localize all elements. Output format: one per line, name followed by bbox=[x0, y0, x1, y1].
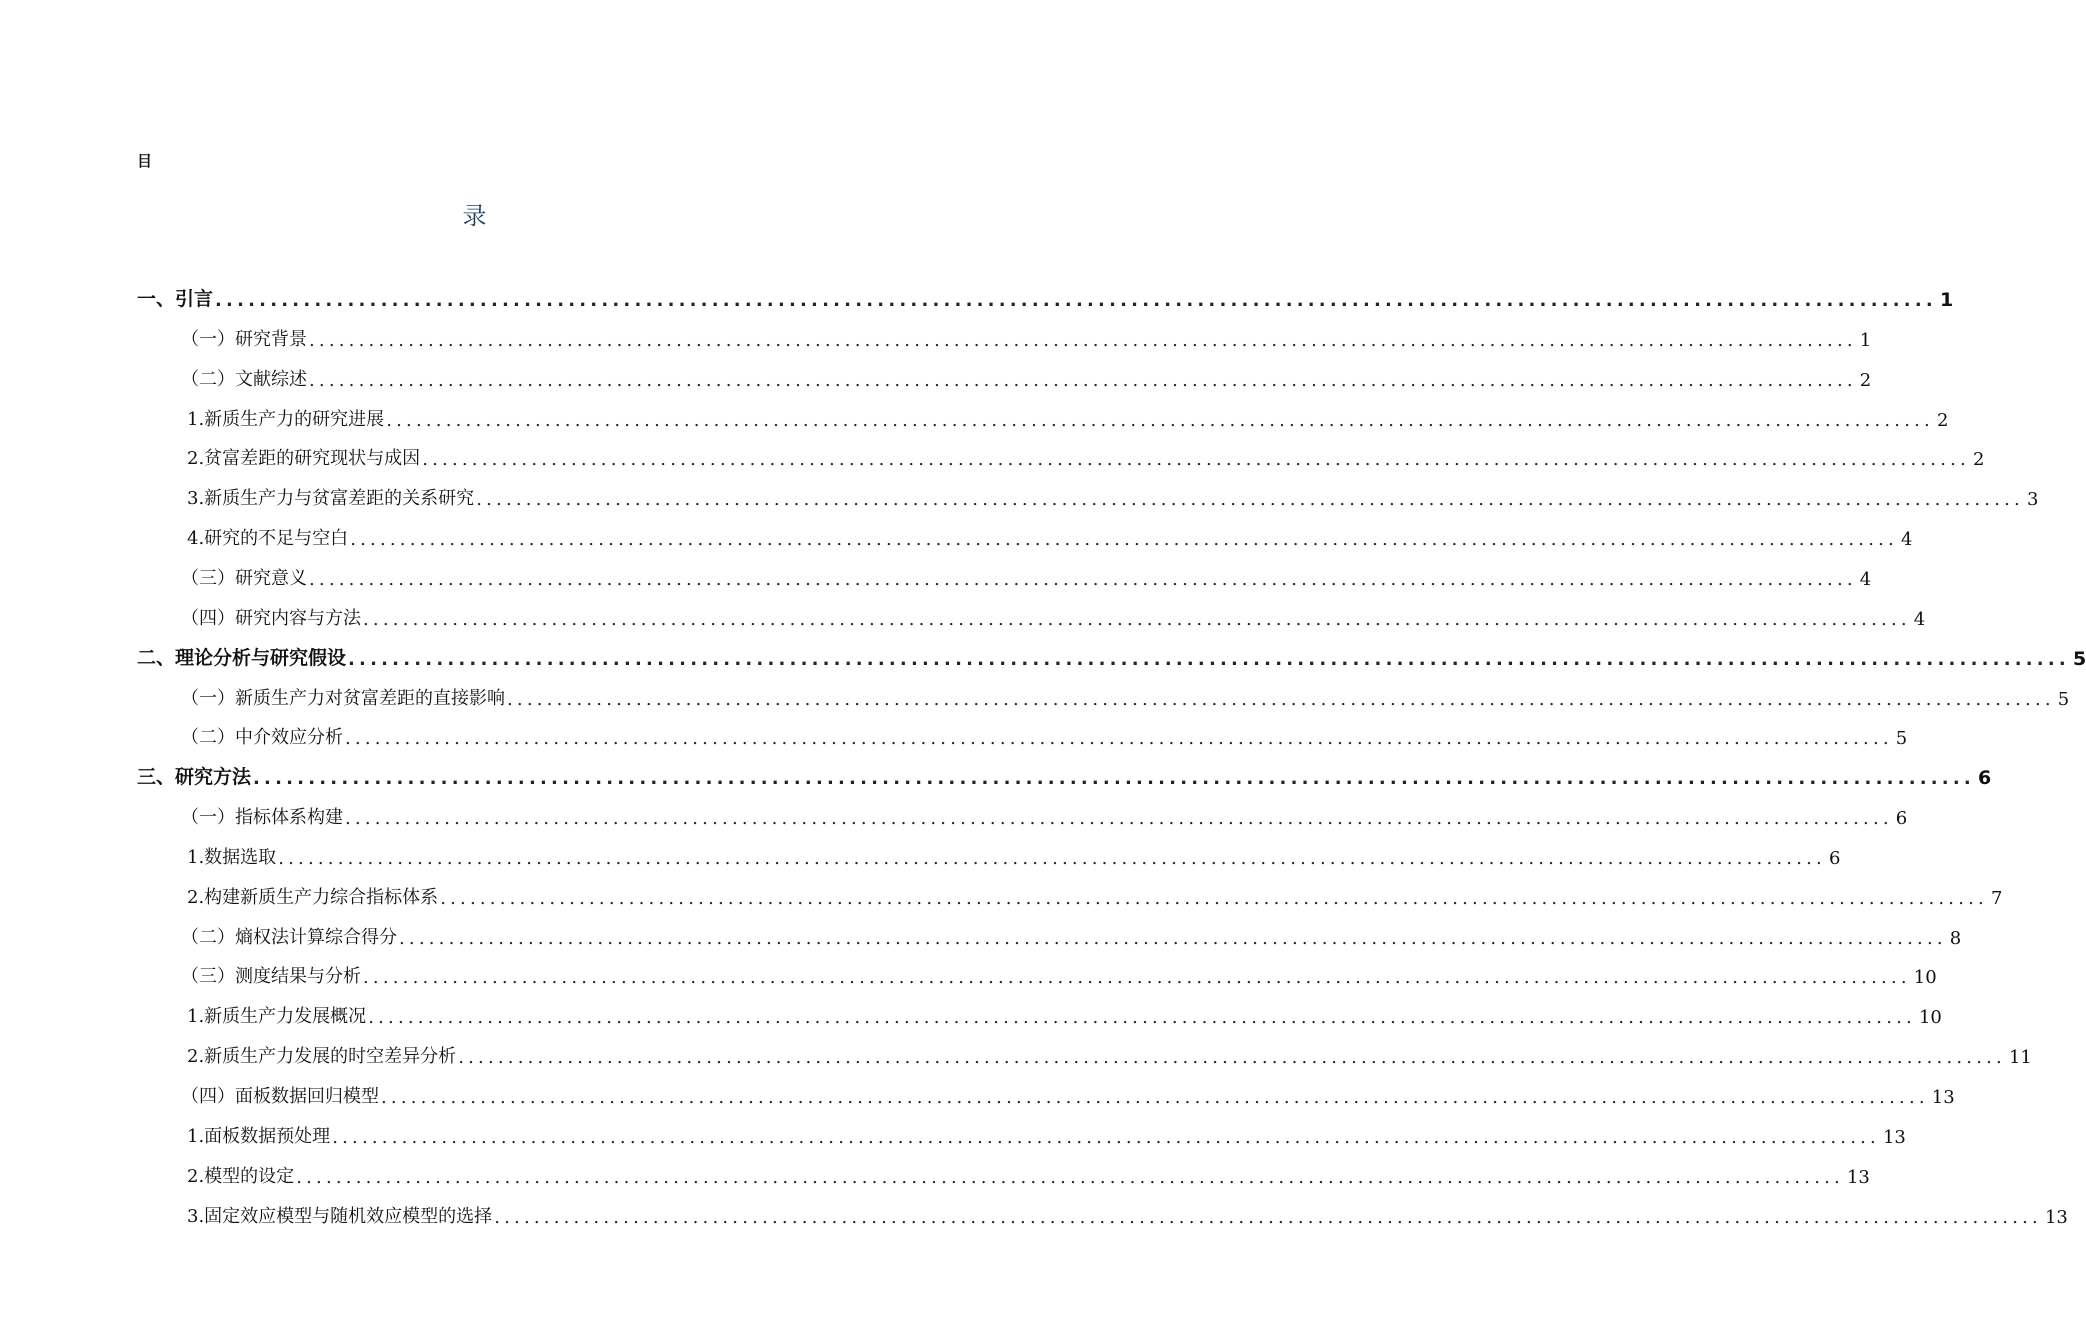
toc-entry[interactable] bbox=[181, 913, 1962, 949]
toc-page-number: 6 bbox=[1828, 847, 1841, 869]
toc-page-number: 1 bbox=[1939, 289, 1954, 311]
toc-entry-label: （二）中介效应分析 bbox=[181, 727, 343, 749]
toc-page-number: 4 bbox=[1913, 608, 1926, 630]
toc-entry-label: （二）文献综述 bbox=[181, 368, 307, 390]
toc-leader-dots: ............................................................................................................................................................ bbox=[296, 1166, 1844, 1188]
toc-entry[interactable] bbox=[181, 1072, 1955, 1108]
toc-entry[interactable] bbox=[181, 554, 1872, 590]
toc-entry-label: 2.构建新质生产力综合指标体系 bbox=[187, 886, 439, 908]
toc-page-number: 13 bbox=[2044, 1206, 2068, 1228]
toc-page-number: 13 bbox=[1882, 1126, 1906, 1148]
toc-leader-dots: ............................................................................................................................................................ bbox=[440, 887, 1988, 909]
toc-entry-label: （一）新质生产力对贫富差距的直接影响 bbox=[181, 687, 505, 709]
toc-entry[interactable] bbox=[187, 474, 2039, 511]
toc-leader-dots: ............................................................................................................................................................ bbox=[350, 529, 1898, 551]
toc-leader-dots: ............................................................................................................................................................ bbox=[309, 369, 1857, 391]
toc-entry-label: （三）研究意义 bbox=[181, 567, 307, 589]
toc-entry[interactable] bbox=[181, 594, 1926, 630]
toc-leader-dots: ............................................................................................................................................................ bbox=[215, 290, 1937, 311]
toc-entry[interactable] bbox=[187, 992, 1942, 1029]
toc-page-number: 6 bbox=[1895, 808, 1908, 830]
toc-entry-label: 2.新质生产力发展的时空差异分析 bbox=[187, 1046, 457, 1068]
toc-page-number: 13 bbox=[1846, 1166, 1870, 1188]
toc-leader-dots: ............................................................................................................................................................ bbox=[476, 489, 2024, 511]
toc-leader-dots: ............................................................................................................................................................ bbox=[363, 608, 1911, 630]
toc-entry[interactable] bbox=[187, 514, 1913, 551]
toc-page-number: 7 bbox=[1990, 887, 2003, 909]
toc-page-number: 5 bbox=[2057, 688, 2070, 710]
toc-page-number: 2 bbox=[1936, 409, 1949, 431]
toc-entry[interactable] bbox=[187, 1192, 2068, 1228]
toc-leader-dots: ............................................................................................................................................................ bbox=[507, 688, 2055, 710]
toc-entry[interactable] bbox=[181, 355, 1872, 391]
toc-entry-label: 2.模型的设定 bbox=[187, 1165, 295, 1187]
toc-entry-label: （一）研究背景 bbox=[181, 328, 307, 350]
toc-leader-dots: ............................................................................................................................................................ bbox=[363, 967, 1911, 989]
toc-page-number: 6 bbox=[1977, 767, 1992, 790]
toc-entry-label: 1.面板数据预处理 bbox=[187, 1125, 331, 1147]
toc-entry[interactable] bbox=[187, 1112, 1906, 1148]
toc-entry[interactable] bbox=[137, 634, 2086, 670]
toc-entry[interactable] bbox=[187, 395, 1949, 431]
toc-leader-dots: ............................................................................................................................................................ bbox=[458, 1047, 2006, 1069]
toc-entry-label: 一、引言 bbox=[137, 288, 214, 310]
toc-entry[interactable] bbox=[181, 315, 1872, 351]
toc-leader-dots: ............................................................................................................................................................ bbox=[399, 927, 1947, 949]
toc-entry[interactable] bbox=[181, 952, 1937, 989]
toc-page-number: 13 bbox=[1931, 1087, 1955, 1108]
toc-entry-label: 三、研究方法 bbox=[137, 766, 252, 789]
toc-page-number: 4 bbox=[1859, 568, 1872, 590]
toc-page-number: 5 bbox=[2072, 647, 2086, 670]
toc-entry-label: 2.贫富差距的研究现状与成因 bbox=[187, 448, 421, 470]
toc-heading-part2: 录 bbox=[462, 202, 488, 230]
toc-page-number: 10 bbox=[1918, 1007, 1942, 1029]
toc-leader-dots: ............................................................................................................................................................ bbox=[348, 648, 2070, 670]
toc-entry[interactable] bbox=[181, 793, 1908, 830]
toc-entry-label: 1.新质生产力的研究进展 bbox=[187, 408, 385, 430]
toc-entry[interactable] bbox=[187, 1152, 1870, 1188]
toc-leader-dots: ............................................................................................................................................................ bbox=[381, 1087, 1929, 1108]
toc-leader-dots: ............................................................................................................................................................ bbox=[345, 728, 1893, 750]
toc-page-number: 2 bbox=[1859, 369, 1872, 391]
toc-leader-dots: ............................................................................................................................................................ bbox=[332, 1126, 1880, 1148]
toc-page-number: 4 bbox=[1900, 529, 1913, 551]
toc-page-number: 11 bbox=[2008, 1047, 2032, 1069]
toc-entry-label: 二、理论分析与研究假设 bbox=[137, 646, 347, 669]
toc-leader-dots: ............................................................................................................................................................ bbox=[422, 449, 1970, 471]
toc-page-number: 3 bbox=[2026, 489, 2039, 511]
toc-entry-label: （一）指标体系构建 bbox=[181, 807, 343, 829]
toc-page-number: 10 bbox=[1913, 967, 1937, 989]
toc-entry[interactable] bbox=[187, 434, 1985, 471]
toc-entry[interactable] bbox=[181, 674, 2070, 710]
toc-entry-label: （四）研究内容与方法 bbox=[181, 607, 361, 629]
toc-entry[interactable] bbox=[137, 275, 1954, 311]
toc-leader-dots: ............................................................................................................................................................ bbox=[309, 568, 1857, 590]
toc-entry-label: （二）熵权法计算综合得分 bbox=[181, 926, 397, 948]
toc-entry[interactable] bbox=[187, 1032, 2032, 1069]
toc-leader-dots: ............................................................................................................................................................ bbox=[309, 329, 1857, 351]
toc-entry[interactable] bbox=[181, 713, 1908, 750]
toc-entry[interactable] bbox=[187, 833, 1841, 869]
toc-entry[interactable] bbox=[137, 753, 1992, 790]
toc-leader-dots: ............................................................................................................................................................ bbox=[253, 768, 1975, 790]
toc-page-number: 1 bbox=[1859, 329, 1872, 351]
toc-page-number: 2 bbox=[1972, 449, 1985, 471]
toc-leader-dots: ............................................................................................................................................................ bbox=[494, 1206, 2042, 1228]
toc-leader-dots: ............................................................................................................................................................ bbox=[278, 847, 1826, 869]
toc-page-number: 5 bbox=[1895, 728, 1908, 750]
toc-heading-part1: 目 bbox=[137, 152, 153, 170]
toc-entry-label: 4.研究的不足与空白 bbox=[187, 528, 349, 550]
toc-leader-dots: ............................................................................................................................................................ bbox=[386, 409, 1934, 431]
toc-entry-label: 1.数据选取 bbox=[187, 846, 277, 868]
toc-entry-label: 3.固定效应模型与随机效应模型的选择 bbox=[187, 1205, 493, 1227]
toc-page-number: 8 bbox=[1949, 927, 1962, 949]
toc-entry-label: （三）测度结果与分析 bbox=[181, 966, 361, 988]
toc-leader-dots: ............................................................................................................................................................ bbox=[368, 1007, 1916, 1029]
toc-leader-dots: ............................................................................................................................................................ bbox=[345, 808, 1893, 830]
toc-entry-label: （四）面板数据回归模型 bbox=[181, 1086, 379, 1107]
toc-entry-label: 3.新质生产力与贫富差距的关系研究 bbox=[187, 488, 475, 510]
toc-entry-label: 1.新质生产力发展概况 bbox=[187, 1006, 367, 1028]
toc-entry[interactable] bbox=[187, 873, 2003, 909]
